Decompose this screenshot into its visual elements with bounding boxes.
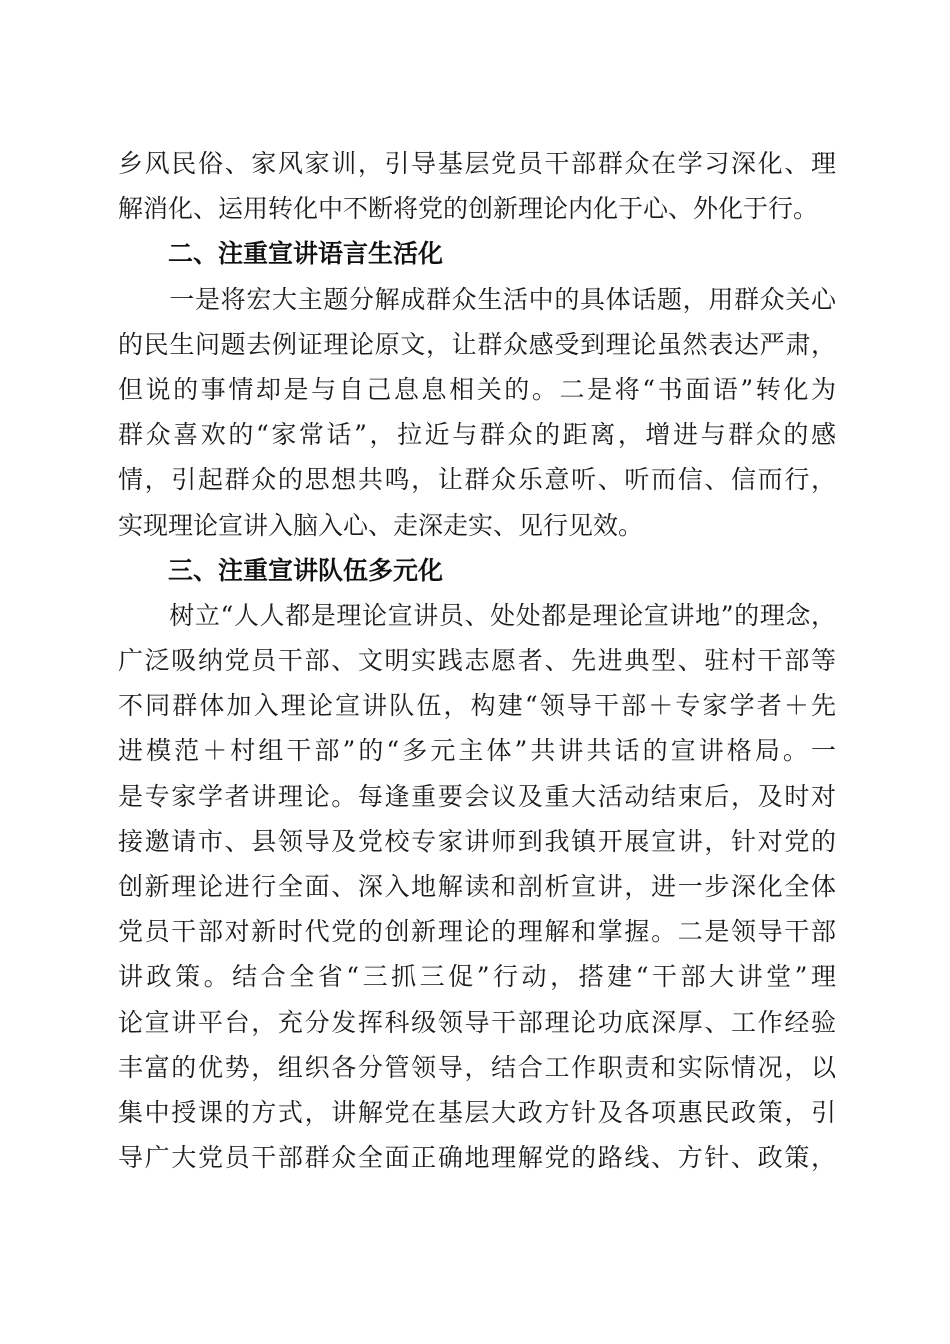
document-body: [118, 141, 836, 1180]
text-line-1: 乡风民俗、家风家训，引导基层党员干部群众在学习深化、理: [118, 149, 836, 178]
text-line-16: 接邀请市、县领导及党校专家讲师到我镇开展宣讲，针对党的: [118, 826, 836, 856]
text-line-8: 情，引起群众的思想共鸣，让群众乐意听、听而信、信而行，: [118, 465, 836, 495]
text-line-17: 创新理论进行全面、深入地解读和剖析宣讲，进一步深化全体: [118, 872, 836, 901]
text-line-15: 是专家学者讲理论。每逢重要会议及重大活动结束后，及时对: [118, 781, 836, 811]
text-line-20: 论宣讲平台，充分发挥科级领导干部理论功底深厚、工作经验: [118, 1007, 836, 1037]
text-line-14: 进模范＋村组干部”的“多元主体”共讲共话的宣讲格局。一: [118, 736, 836, 766]
text-line-19: 讲政策。结合全省“三抓三促”行动，搭建“干部大讲堂”理: [118, 962, 836, 992]
text-line-22: 集中授课的方式，讲解党在基层大政方针及各项惠民政策，引: [118, 1097, 836, 1127]
text-line-23: 导广大党员干部群众全面正确地理解党的路线、方针、政策，: [118, 1143, 836, 1173]
section-heading-2: 二、注重宣讲语言生活化: [168, 239, 444, 269]
text-line-11: 树立“人人都是理论宣讲员、处处都是理论宣讲地”的理念，: [118, 600, 836, 630]
text-line-18: 党员干部对新时代党的创新理论的理解和掌握。二是领导干部: [118, 917, 836, 947]
text-line-2: 解消化、运用转化中不断将党的创新理论内化于心、外化于行。: [118, 194, 819, 224]
text-line-6: 但说的事情却是与自己息息相关的。二是将“书面语”转化为: [118, 374, 836, 404]
section-heading-3: 三、注重宣讲队伍多元化: [168, 555, 444, 585]
text-line-7: 群众喜欢的“家常话”，拉近与群众的距离，增进与群众的感: [118, 420, 836, 450]
text-line-12: 广泛吸纳党员干部、文明实践志愿者、先进典型、驻村干部等: [118, 646, 836, 676]
text-line-21: 丰富的优势，组织各分管领导，结合工作职责和实际情况，以: [118, 1052, 836, 1082]
text-line-4: 一是将宏大主题分解成群众生活中的具体话题，用群众关心: [118, 284, 836, 314]
text-line-5: 的民生问题去例证理论原文，让群众感受到理论虽然表达严肃，: [118, 329, 836, 359]
text-line-13: 不同群体加入理论宣讲队伍，构建“领导干部＋专家学者＋先: [118, 691, 836, 721]
text-line-9: 实现理论宣讲入脑入心、走深走实、见行见效。: [118, 510, 644, 540]
